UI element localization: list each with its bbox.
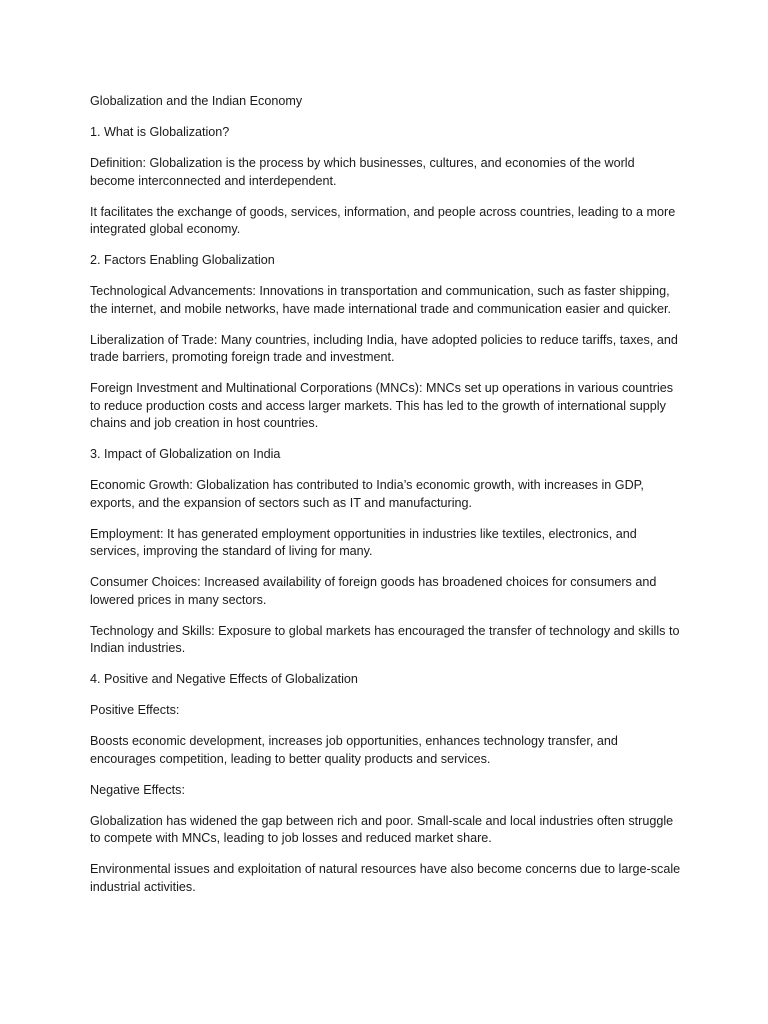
section-heading-effects: 4. Positive and Negative Effects of Globalization (90, 672, 358, 686)
paragraph-positive-effects: Boosts economic development, increases job opportunities, enhances technology transfer, and encourages competition, leading to better quality products and services. (90, 734, 618, 766)
paragraph-negative-effects-gap: Globalization has widened the gap between rich and poor. Small-scale and local industries often struggle to compete with MNCs, leading to job losses and reduced market share. (90, 813, 674, 845)
paragraph-economic-growth: Economic Growth: Globalization has contributed to India’s economic growth, with increases in GDP, exports, and the expansion of sectors such as IT and manufacturing. (90, 478, 644, 510)
paragraph-consumer-choices: Consumer Choices: Increased availability of foreign goods has broadened choices for consumers and lowered prices in many sectors. (90, 575, 657, 607)
document-title: Globalization and the Indian Economy (90, 94, 303, 108)
section-heading-factors: 2. Factors Enabling Globalization (90, 253, 275, 267)
paragraph-technological-advancements: Technological Advancements: Innovations in transportation and communication, such as faster shipping, the internet, and mobile networks, have made international trade and communication easier and quicker. (90, 284, 672, 316)
paragraph-negative-effects-environment: Environmental issues and exploitation of natural resources have also become concerns due to large-scale industrial activities. (90, 862, 681, 894)
subheading-negative-effects: Negative Effects: (90, 782, 185, 797)
paragraph-foreign-investment: Foreign Investment and Multinational Corporations (MNCs): MNCs set up operations in various countries to reduce production costs and access larger markets. This has led to the growth of international supply chains and job creation in host countries. (90, 381, 674, 430)
paragraph-exchange: It facilitates the exchange of goods, services, information, and people across countries, leading to a more integrated global economy. (90, 204, 676, 236)
paragraph-employment: Employment: It has generated employment opportunities in industries like textiles, electronics, and services, improving the standard of living for many. (90, 526, 637, 558)
paragraph-liberalization-of-trade: Liberalization of Trade: Many countries, including India, have adopted policies to reduce tariffs, taxes, and trade barriers, promoting foreign trade and investment. (90, 332, 678, 364)
document-body (90, 93, 682, 910)
section-heading-what-is-globalization: 1. What is Globalization? (90, 125, 230, 139)
paragraph-definition: Definition: Globalization is the process by which businesses, cultures, and economies of the world become interconnected and interdependent. (90, 156, 635, 188)
subheading-positive-effects: Positive Effects: (90, 703, 180, 717)
paragraph-technology-and-skills: Technology and Skills: Exposure to global markets has encouraged the transfer of technology and skills to Indian industries. (90, 623, 680, 655)
section-heading-impact: 3. Impact of Globalization on India (90, 447, 281, 461)
